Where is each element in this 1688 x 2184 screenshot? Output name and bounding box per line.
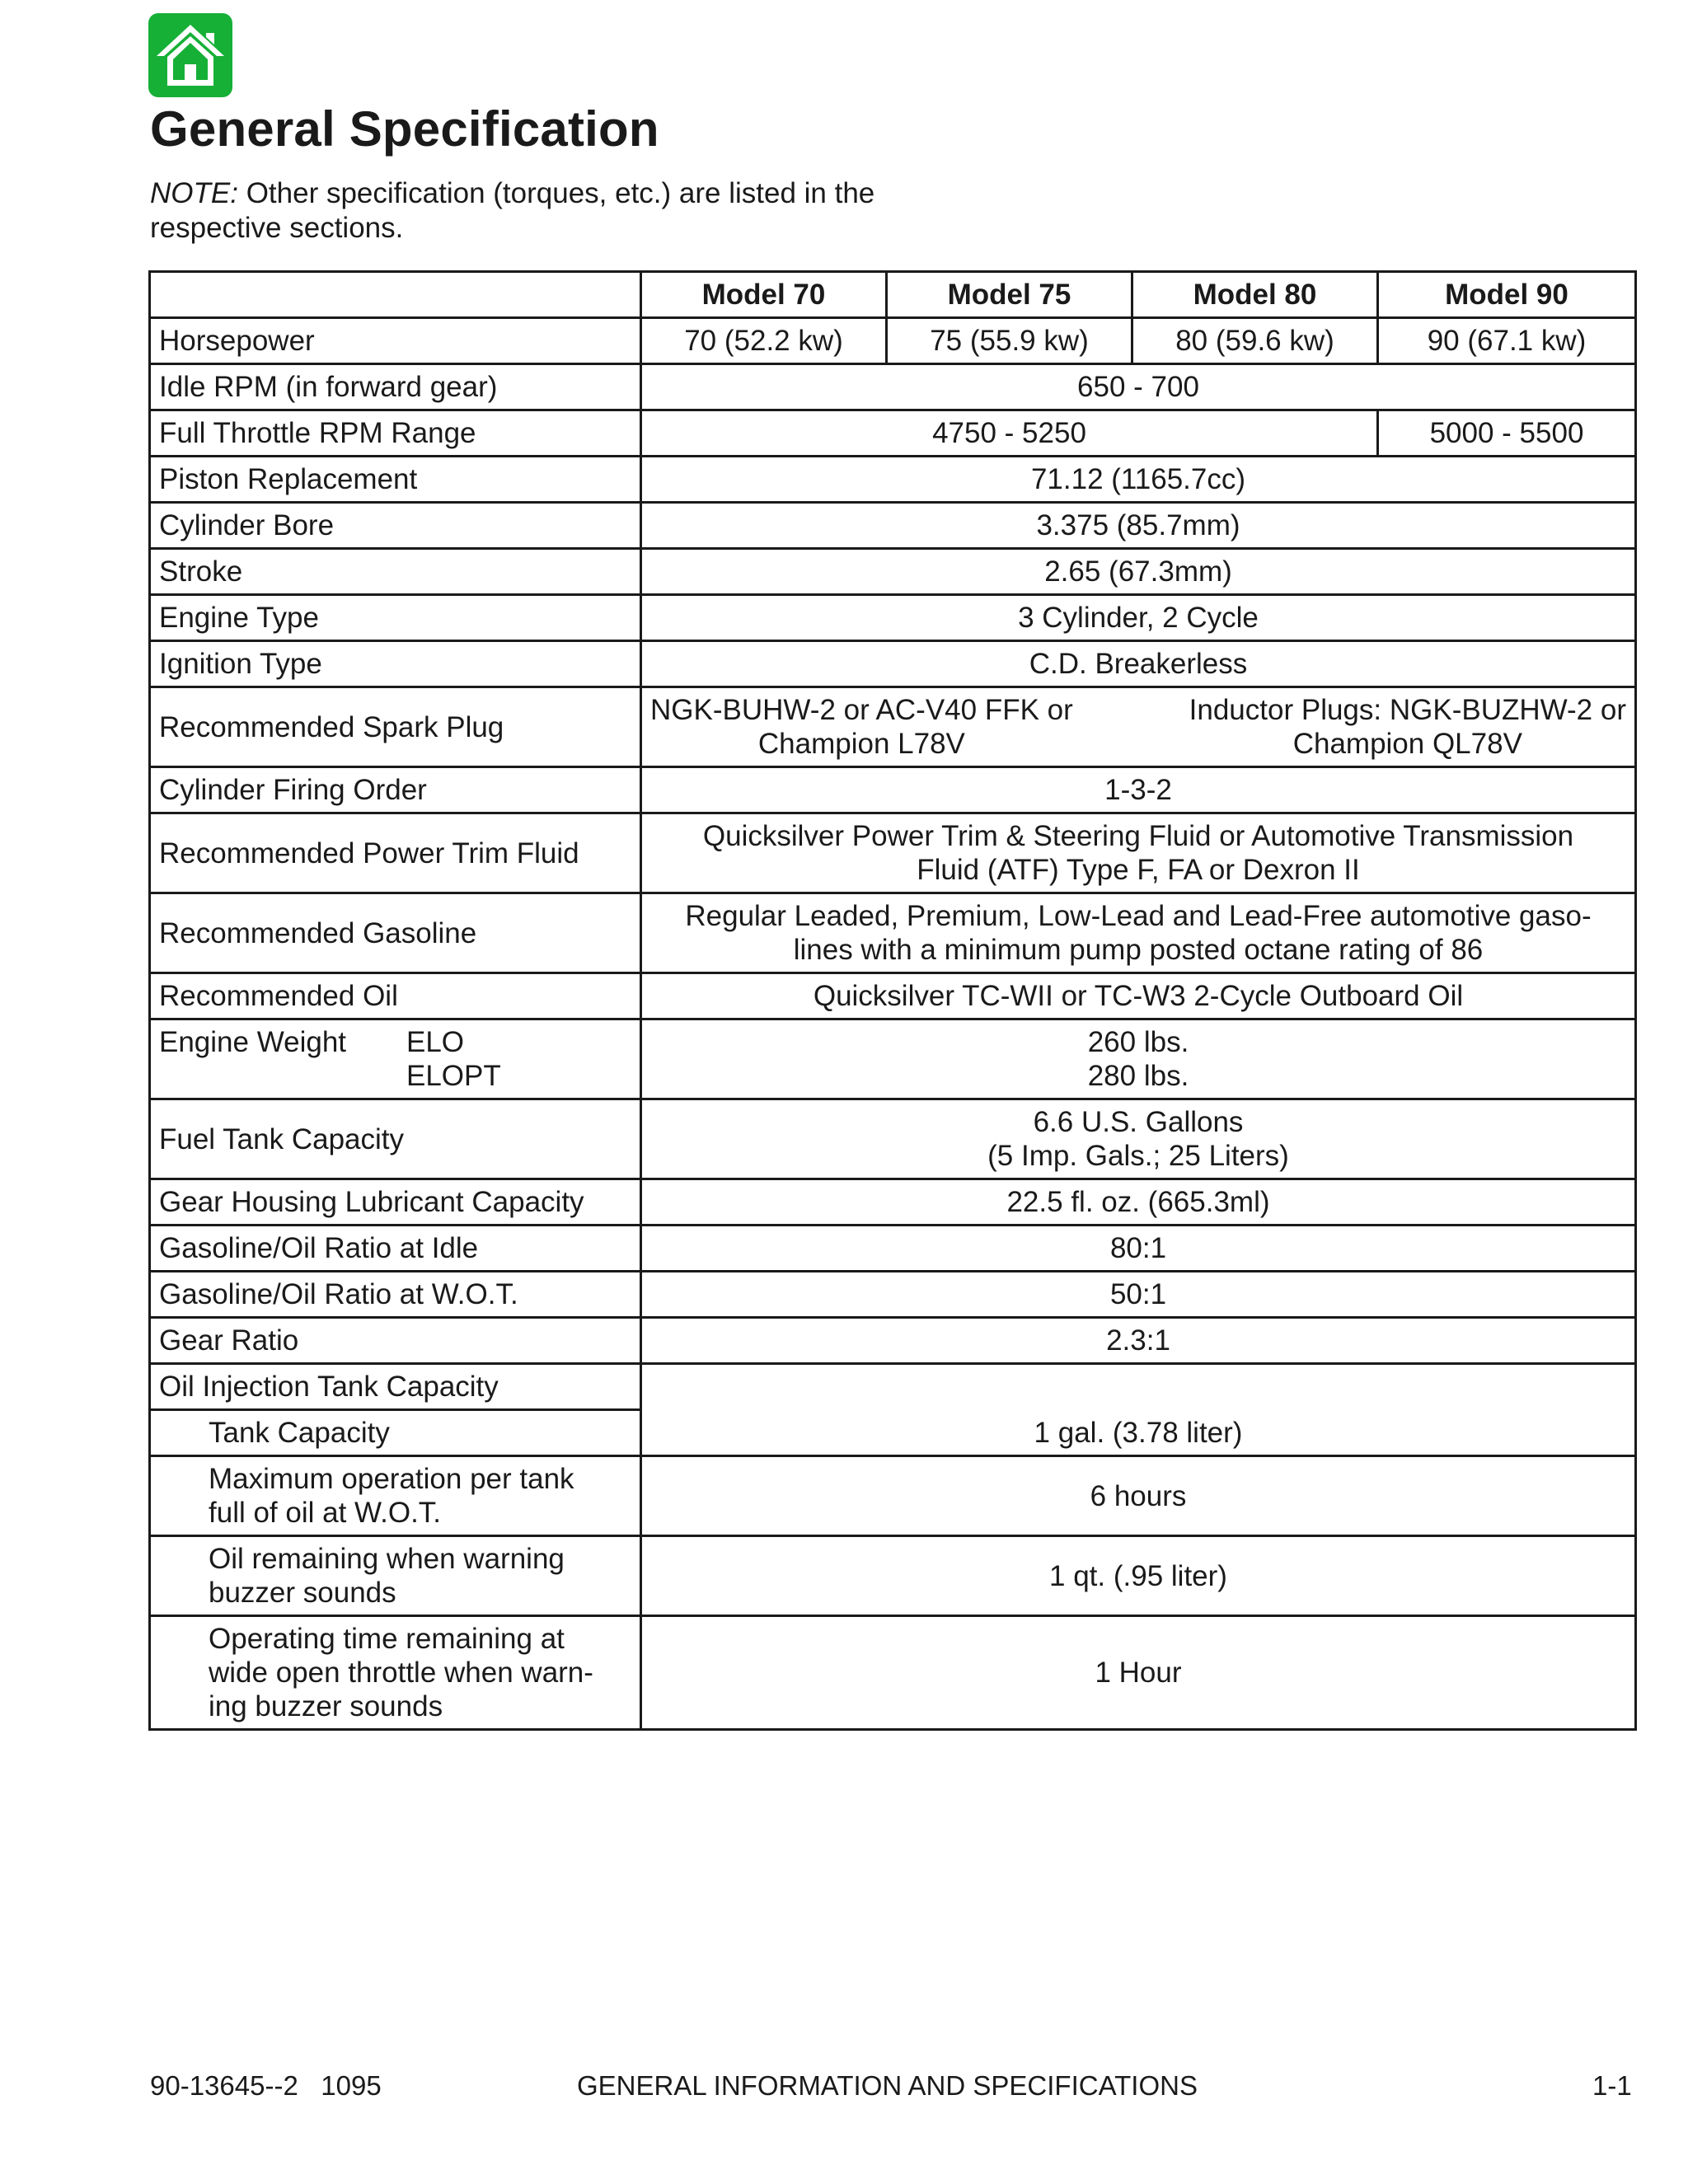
table-cell: 3 Cylinder, 2 Cycle (641, 595, 1636, 641)
row-label: Piston Replacement (150, 457, 641, 503)
spark-plug-standard (650, 693, 1073, 761)
text-line: Oil remaining when warning (209, 1543, 565, 1575)
row-label: Recommended Gasoline (150, 893, 641, 973)
table-cell: 6 hours (641, 1456, 1636, 1536)
table-cell: Quicksilver TC-WII or TC-W3 2-Cycle Outboard Oil (641, 973, 1636, 1019)
table-cell: 90 (67.1 kw) (1378, 318, 1636, 364)
text-line: Operating time remaining at (209, 1623, 565, 1655)
column-header: Model 70 (641, 272, 887, 318)
engine-weight-label: Engine Weight (159, 1026, 347, 1058)
text-line: ing buzzer sounds (209, 1690, 443, 1722)
table-row (150, 687, 1636, 767)
text-line: Inductor Plugs: NGK-BUZHW-2 or (1189, 694, 1626, 726)
table-row (150, 1272, 1636, 1318)
table-row (150, 1536, 1636, 1616)
table-row (150, 1318, 1636, 1364)
text-line: Quicksilver Power Trim & Steering Fluid or Automotive Transmission (702, 820, 1574, 852)
text-line: 280 lbs. (1087, 1060, 1189, 1092)
note-label: NOTE: (150, 177, 238, 209)
table-row (150, 1616, 1636, 1730)
table-row (150, 318, 1636, 364)
note (150, 176, 892, 246)
spark-plug-inductor (1189, 693, 1626, 761)
table-cell: 1 Hour (641, 1616, 1636, 1730)
table-row (150, 641, 1636, 687)
table-row (150, 1179, 1636, 1226)
table-cell: 5000 - 5500 (1378, 410, 1636, 457)
text-line: Regular Leaded, Premium, Low-Lead and Lead-Free automotive gaso- (685, 900, 1592, 932)
table-row (150, 364, 1636, 410)
table-row (150, 410, 1636, 457)
table-row (150, 1364, 1636, 1410)
footer-section-title: GENERAL INFORMATION AND SPECIFICATIONS (577, 2070, 1198, 2101)
table-cell: 4750 - 5250 (641, 410, 1378, 457)
table-cell: 71.12 (1165.7cc) (641, 457, 1636, 503)
row-label: Tank Capacity (150, 1410, 641, 1456)
row-label: Recommended Oil (150, 973, 641, 1019)
text-line: Fluid (ATF) Type F, FA or Dexron II (917, 854, 1360, 886)
text-line: Maximum operation per tank (209, 1463, 574, 1495)
table-row (150, 1099, 1636, 1179)
home-icon (148, 13, 232, 97)
row-label: Recommended Power Trim Fluid (150, 813, 641, 893)
footer-doc-number: 90-13645--2 1095 (150, 2070, 382, 2101)
text-line: full of oil at W.O.T. (209, 1497, 442, 1529)
table-cell: 2.65 (67.3mm) (641, 549, 1636, 595)
row-label: Stroke (150, 549, 641, 595)
table-cell (641, 893, 1636, 973)
row-label (150, 1019, 641, 1099)
table-cell: 650 - 700 (641, 364, 1636, 410)
table-cell: 70 (52.2 kw) (641, 318, 887, 364)
row-label: Gear Ratio (150, 1318, 641, 1364)
engine-weight-variant: ELO (406, 1026, 465, 1058)
table-cell: C.D. Breakerless (641, 641, 1636, 687)
table-row (150, 503, 1636, 549)
footer-page-number: 1-1 (1592, 2070, 1632, 2101)
row-label: Gasoline/Oil Ratio at W.O.T. (150, 1272, 641, 1318)
table-row (150, 1226, 1636, 1272)
text-line: Champion L78V (757, 728, 965, 760)
table-row (150, 457, 1636, 503)
table-cell: 22.5 fl. oz. (665.3ml) (641, 1179, 1636, 1226)
text-line: 260 lbs. (1087, 1026, 1189, 1058)
row-label: Recommended Spark Plug (150, 687, 641, 767)
home-button[interactable] (148, 13, 232, 97)
table-row (150, 595, 1636, 641)
text-line: Champion QL78V (1292, 728, 1522, 760)
table-cell: 1 qt. (.95 liter) (641, 1536, 1636, 1616)
table-cell (641, 813, 1636, 893)
row-label: Gear Housing Lubricant Capacity (150, 1179, 641, 1226)
row-label: Idle RPM (in forward gear) (150, 364, 641, 410)
text-line: lines with a minimum pump posted octane rating of 86 (793, 934, 1484, 966)
row-label (150, 1456, 641, 1536)
table-row (150, 813, 1636, 893)
column-header: Model 75 (887, 272, 1132, 318)
table-cell: 2.3:1 (641, 1318, 1636, 1364)
row-label: Oil Injection Tank Capacity (150, 1364, 641, 1410)
table-row (150, 767, 1636, 813)
text-line: 6.6 U.S. Gallons (1033, 1106, 1244, 1138)
table-row (150, 1019, 1636, 1099)
table-cell: 1 gal. (3.78 liter) (641, 1364, 1636, 1456)
table-cell: 1-3-2 (641, 767, 1636, 813)
specification-table (148, 270, 1637, 1731)
column-header: Model 90 (1378, 272, 1636, 318)
table-row (150, 549, 1636, 595)
row-label (150, 1536, 641, 1616)
page-title: General Specification (150, 101, 659, 157)
note-text: Other specification (torques, etc.) are listed in the respective sections. (150, 177, 875, 244)
text-line: (5 Imp. Gals.; 25 Liters) (987, 1140, 1289, 1172)
table-row (150, 893, 1636, 973)
row-label: Full Throttle RPM Range (150, 410, 641, 457)
table-cell: 50:1 (641, 1272, 1636, 1318)
row-label: Engine Type (150, 595, 641, 641)
row-label (150, 1616, 641, 1730)
row-label: Cylinder Bore (150, 503, 641, 549)
table-cell: 75 (55.9 kw) (887, 318, 1132, 364)
row-label: Horsepower (150, 318, 641, 364)
text-line: wide open throttle when warn- (209, 1657, 593, 1689)
table-row (150, 973, 1636, 1019)
row-label: Fuel Tank Capacity (150, 1099, 641, 1179)
table-row (150, 1456, 1636, 1536)
table-cell: 80 (59.6 kw) (1132, 318, 1378, 364)
row-label: Ignition Type (150, 641, 641, 687)
table-cell (641, 1019, 1636, 1099)
text-line: NGK-BUHW-2 or AC-V40 FFK or (650, 694, 1073, 726)
text-line: buzzer sounds (209, 1577, 396, 1609)
table-cell (641, 687, 1636, 767)
table-cell: 3.375 (85.7mm) (641, 503, 1636, 549)
table-header-row (150, 272, 1636, 318)
table-cell (641, 1099, 1636, 1179)
engine-weight-variant: ELOPT (406, 1060, 501, 1092)
row-label: Gasoline/Oil Ratio at Idle (150, 1226, 641, 1272)
table-cell: 80:1 (641, 1226, 1636, 1272)
column-header: Model 80 (1132, 272, 1378, 318)
row-label: Cylinder Firing Order (150, 767, 641, 813)
header-empty (150, 272, 641, 318)
